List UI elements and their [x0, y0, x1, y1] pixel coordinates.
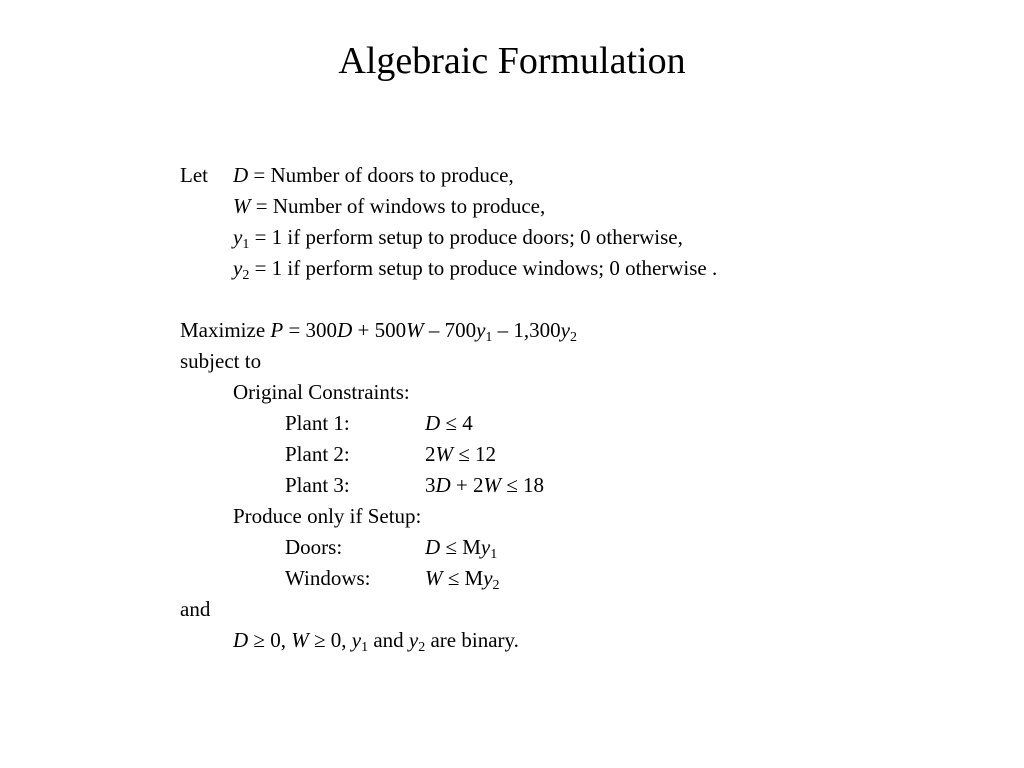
var-y: y [233, 256, 243, 280]
constraint-doors [285, 532, 498, 563]
slide-title: Algebraic Formulation [338, 40, 686, 82]
sub-1: 1 [485, 330, 493, 345]
constraint-plant-2 [285, 439, 497, 470]
obj-eq: = 300 [288, 318, 338, 342]
var-d: D [233, 628, 249, 652]
plant2-coef: 2 [425, 442, 436, 466]
sub-2: 2 [242, 268, 250, 283]
sub-1: 1 [490, 547, 498, 562]
var-w: W [406, 318, 424, 342]
sub-2: 2 [418, 640, 426, 655]
plant3-coef1: 3 [425, 473, 436, 497]
def-d-text: = Number of doors to produce, [253, 163, 514, 187]
subject-to: subject to [180, 349, 262, 373]
var-y: y [408, 628, 419, 652]
var-w: W [291, 628, 309, 652]
var-y: y [476, 318, 486, 342]
var-d: D [425, 535, 441, 559]
nonneg-w-rest: ≥ 0, [308, 628, 352, 652]
var-y: y [233, 225, 243, 249]
plant2-expr [425, 439, 496, 470]
sub-2: 2 [492, 578, 500, 593]
obj-plus-500: + 500 [357, 318, 407, 342]
sub-2: 2 [569, 330, 577, 345]
obj-minus-700: – 700 [428, 318, 477, 342]
and-word: and [180, 597, 211, 621]
objective-line [180, 315, 577, 346]
windows-label: Windows: [285, 566, 371, 590]
let-word: Let [180, 163, 208, 187]
def-w [233, 191, 545, 222]
doors-expr [425, 532, 497, 563]
sub-1: 1 [242, 237, 250, 252]
plant2-label: Plant 2: [285, 442, 350, 466]
var-d: D [233, 163, 249, 187]
var-p: P [270, 318, 284, 342]
def-y2 [233, 253, 717, 284]
var-d: D [435, 473, 451, 497]
windows-expr [425, 563, 500, 594]
constraint-plant-3 [285, 470, 545, 501]
def-y2-text: = 1 if perform setup to produce windows; 0 otherwise . [254, 256, 718, 280]
var-y: y [351, 628, 362, 652]
def-w-text: = Number of windows to produce, [255, 194, 546, 218]
nonneg-end: are binary. [425, 628, 519, 652]
var-y: y [560, 318, 570, 342]
var-w: W [233, 194, 251, 218]
nonneg-d-rest: ≥ 0, [248, 628, 292, 652]
nonnegativity-line [233, 625, 519, 656]
setup-constraints-heading: Produce only if Setup: [233, 504, 422, 528]
var-d: D [337, 318, 353, 342]
plant1-rest: ≤ 4 [440, 411, 473, 435]
def-y1 [233, 222, 683, 253]
original-constraints-heading: Original Constraints: [233, 380, 410, 404]
maximize-word: Maximize [180, 318, 266, 342]
constraint-plant-1 [285, 408, 473, 439]
var-w: W [483, 473, 502, 497]
windows-mid: ≤ M [442, 566, 484, 590]
var-w: W [425, 566, 443, 590]
doors-label: Doors: [285, 535, 343, 559]
var-w: W [435, 442, 453, 466]
plant3-rest: ≤ 18 [501, 473, 545, 497]
obj-minus-1300: – 1,300 [497, 318, 561, 342]
def-d [233, 160, 514, 191]
var-y: y [480, 535, 491, 559]
plant1-label: Plant 1: [285, 411, 350, 435]
sub-1: 1 [361, 640, 369, 655]
plant3-expr [425, 470, 544, 501]
let-line [180, 160, 208, 191]
plant3-mid: + 2 [450, 473, 484, 497]
plant3-label: Plant 3: [285, 473, 350, 497]
var-d: D [425, 411, 441, 435]
var-y: y [483, 566, 493, 590]
constraint-windows [285, 563, 500, 594]
plant2-rest: ≤ 12 [453, 442, 497, 466]
doors-mid: ≤ M [440, 535, 481, 559]
plant1-expr [425, 408, 473, 439]
nonneg-and: and [368, 628, 409, 652]
def-y1-text: = 1 if perform setup to produce doors; 0 otherwise, [254, 225, 683, 249]
